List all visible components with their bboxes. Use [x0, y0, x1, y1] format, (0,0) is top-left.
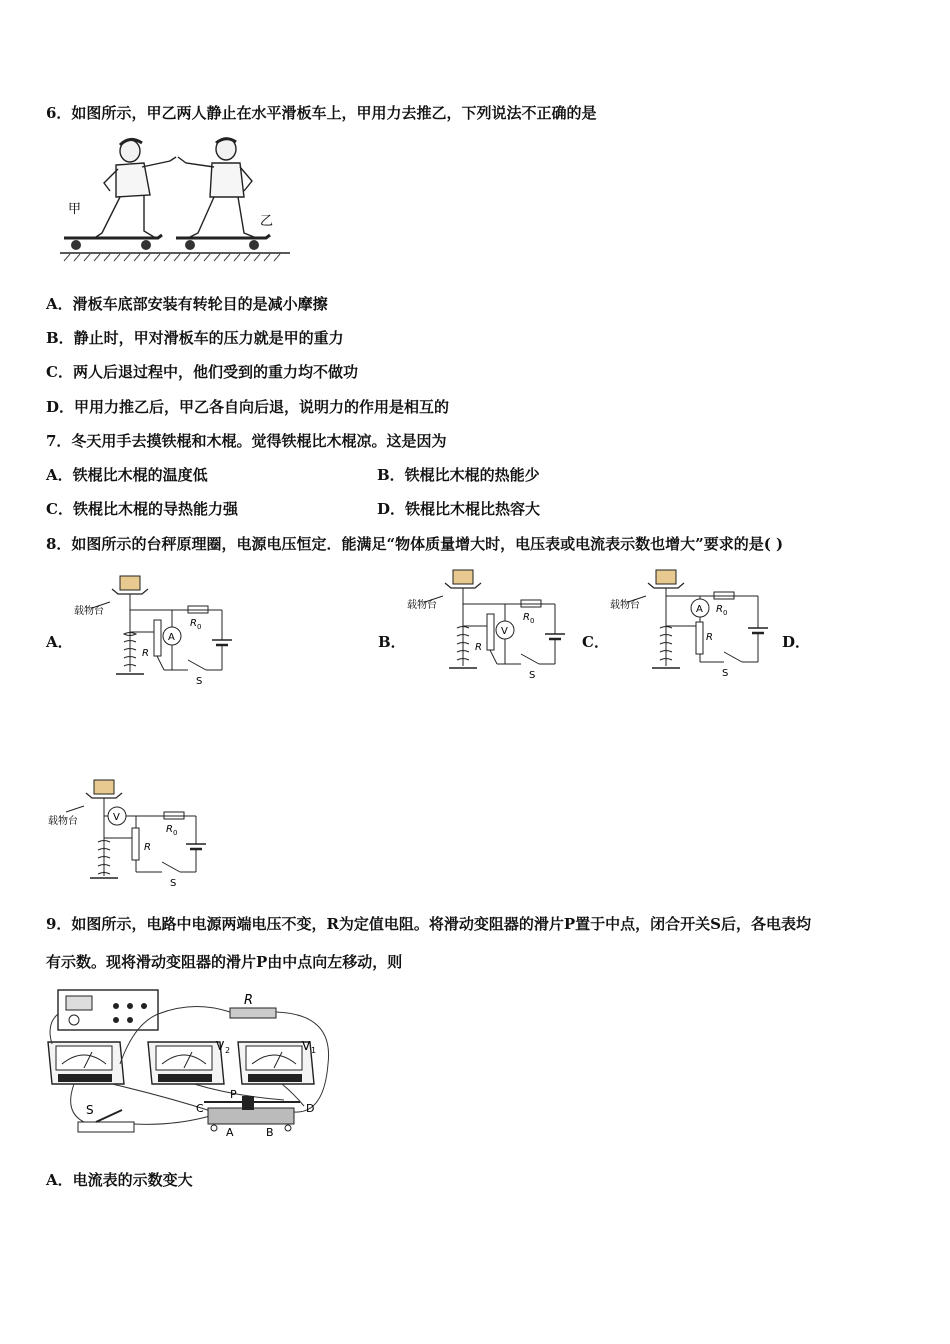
ammeter — [48, 1042, 124, 1084]
q8-circuit-c — [608, 566, 778, 681]
q7-option-a: A．铁棍比木棍的温度低 — [46, 466, 208, 484]
svg-text:R: R — [142, 648, 149, 659]
q6-option-d: D．甲用力推乙后，甲乙各自向后退，说明力的作用是相互的 — [46, 398, 450, 416]
svg-text:R: R — [475, 642, 482, 653]
svg-text:S: S — [196, 676, 203, 687]
svg-text:S: S — [722, 668, 729, 679]
svg-text:S: S — [529, 670, 536, 681]
svg-text:A: A — [696, 604, 703, 615]
q8-circuit-a — [72, 572, 242, 687]
svg-text:载物台: 载物台 — [407, 600, 437, 611]
svg-text:R: R — [244, 993, 254, 1008]
svg-text:S: S — [170, 878, 177, 889]
skateboard-left — [64, 235, 162, 250]
q6-option-c: C．两人后退过程中，他们受到的重力均不做功 — [46, 363, 358, 381]
label-yi: 乙 — [260, 214, 274, 229]
svg-text:R: R — [166, 824, 173, 835]
q9-stem-line2: 有示数。现将滑动变阻器的滑片P由中点向左移动，则 — [46, 953, 403, 971]
svg-text:C: C — [196, 1102, 204, 1115]
svg-text:V: V — [113, 812, 120, 823]
svg-text:V: V — [302, 1039, 311, 1053]
voltmeter-v2 — [148, 1039, 230, 1084]
q8-circuit-b — [405, 566, 575, 681]
q8-option-b-label: B． — [378, 633, 406, 651]
svg-text:载物台: 载物台 — [610, 600, 640, 611]
q9-apparatus-figure — [44, 984, 340, 1142]
svg-text:R: R — [523, 612, 530, 623]
q9-stem-line1: 9．如图所示，电路中电源两端电压不变，R为定值电阻。将滑动变阻器的滑片P置于中点，闭合开关S后，各电表均 — [46, 915, 812, 933]
svg-text:R: R — [706, 632, 713, 643]
q7-option-c: C．铁棍比木棍的导热能力强 — [46, 500, 238, 518]
q8-circuit-d — [46, 776, 216, 891]
q6-option-b: B．静止时，甲对滑板车的压力就是甲的重力 — [46, 329, 344, 347]
q7-option-d: D．铁棍比木棍比热容大 — [377, 500, 541, 518]
q7-option-b: B．铁棍比木棍的热能少 — [377, 466, 540, 484]
person-yi — [178, 138, 254, 237]
q6-skateboard-figure — [58, 133, 294, 263]
fixed-resistor — [230, 1008, 276, 1018]
q7-stem: 7．冬天用手去摸铁棍和木棍。觉得铁棍比木棍凉。这是因为 — [46, 432, 447, 450]
q8-option-d-label: D． — [782, 633, 811, 651]
svg-text:2: 2 — [225, 1046, 231, 1055]
svg-text:0: 0 — [173, 829, 178, 837]
svg-text:1: 1 — [311, 1046, 317, 1055]
svg-text:A: A — [168, 632, 175, 643]
svg-text:V: V — [501, 626, 508, 637]
svg-text:R: R — [190, 618, 197, 629]
svg-text:D: D — [306, 1102, 315, 1115]
svg-text:P: P — [230, 1088, 237, 1101]
skateboard-right — [176, 235, 270, 250]
svg-text:载物台: 载物台 — [48, 816, 78, 827]
svg-text:S: S — [86, 1103, 94, 1117]
label-jia: 甲 — [68, 202, 82, 217]
svg-text:V: V — [216, 1039, 225, 1053]
svg-text:0: 0 — [197, 623, 202, 631]
svg-text:B: B — [266, 1126, 274, 1139]
svg-text:0: 0 — [723, 609, 728, 617]
q8-option-c-label: C． — [582, 633, 609, 651]
rheostat — [196, 1088, 314, 1139]
platform-label: 载物台 — [74, 606, 104, 617]
svg-text:A: A — [226, 1126, 234, 1139]
q8-option-a-label: A． — [46, 633, 73, 651]
q8-stem: 8．如图所示的台秤原理圈，电源电压恒定．能满足“物体质量增大时，电压表或电流表示数也增大”要求的是( ) — [46, 535, 784, 553]
q6-option-a: A．滑板车底部安装有转轮目的是减小摩擦 — [46, 295, 328, 313]
person-jia — [96, 139, 176, 237]
svg-text:R: R — [144, 842, 151, 853]
switch — [78, 1103, 134, 1132]
q6-stem: 6．如图所示，甲乙两人静止在水平滑板车上，甲用力去推乙，下列说法不正确的是 — [46, 104, 597, 122]
svg-text:R: R — [716, 604, 723, 615]
voltmeter-v1 — [238, 1039, 316, 1084]
q9-option-a: A．电流表的示数变大 — [46, 1171, 193, 1189]
svg-text:0: 0 — [530, 617, 535, 625]
